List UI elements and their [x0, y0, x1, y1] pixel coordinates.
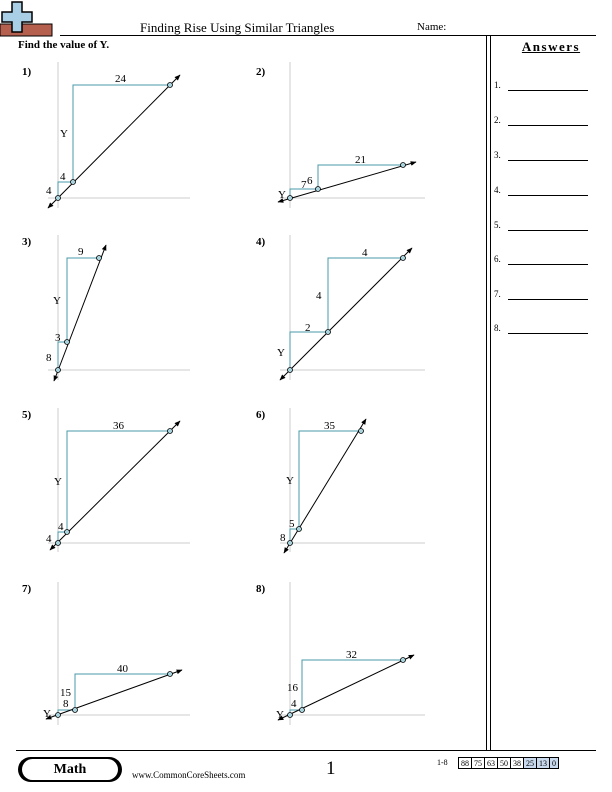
score-cell: 75	[472, 758, 485, 769]
answer-number: 8.	[494, 323, 501, 333]
problem-number: 3)	[22, 236, 32, 248]
problem-number: 5)	[22, 409, 32, 421]
small-rise-label: Y	[43, 708, 51, 720]
point	[288, 368, 293, 373]
point	[288, 196, 293, 201]
score-cell: 25	[524, 758, 537, 769]
problem-2	[256, 62, 425, 208]
point	[56, 196, 61, 201]
point	[288, 541, 293, 546]
small-rise-label: Y	[276, 709, 284, 721]
small-rise-label: 4	[46, 185, 52, 197]
line	[284, 419, 366, 553]
problem-number: 6)	[256, 409, 266, 421]
point	[168, 672, 173, 677]
score-cell: 0	[550, 758, 559, 769]
small-run-label: 4	[291, 698, 297, 710]
problem-5	[22, 408, 190, 552]
answers-heading: Answers	[521, 39, 581, 54]
big-run-label: 40	[117, 663, 128, 675]
point	[288, 713, 293, 718]
small-run-label: 3	[55, 332, 61, 344]
problem-number: 4)	[256, 236, 266, 248]
problem-3	[22, 235, 190, 381]
line	[278, 162, 416, 202]
point	[326, 330, 331, 335]
score-range-label: 1-8	[437, 758, 448, 767]
large-triangle	[299, 431, 361, 529]
footer-divider	[16, 750, 596, 751]
line	[48, 75, 180, 208]
problem-1	[22, 62, 190, 208]
small-rise-label: 6	[307, 175, 313, 187]
line	[280, 248, 412, 380]
score-table	[458, 757, 559, 769]
point	[300, 708, 305, 713]
answer-number: 4.	[494, 185, 501, 195]
big-run-label: 21	[355, 154, 366, 166]
score-cell: 88	[459, 758, 472, 769]
small-run-label: Y	[278, 189, 286, 201]
big-run-label: 9	[78, 246, 84, 258]
small-rise-label: Y	[277, 347, 285, 359]
name-label: Name:	[417, 21, 447, 33]
big-rise-label: Y	[60, 128, 68, 140]
problem-number: 1)	[22, 66, 32, 78]
small-run-label: 4	[60, 171, 66, 183]
big-run-label: 35	[324, 420, 335, 432]
point	[56, 368, 61, 373]
big-rise-label: 16	[287, 682, 298, 694]
problem-4	[256, 235, 425, 380]
answer-number: 3.	[494, 150, 501, 160]
score-cell: 38	[511, 758, 524, 769]
point	[97, 256, 102, 261]
problem-7	[22, 582, 190, 725]
point	[73, 708, 78, 713]
line	[278, 655, 414, 720]
big-rise-label: Y	[53, 295, 61, 307]
point	[401, 658, 406, 663]
point	[71, 180, 76, 185]
problem-6	[256, 408, 425, 553]
point	[65, 530, 70, 535]
small-run-label: 5	[289, 518, 295, 530]
small-rise-label: 8	[46, 352, 52, 364]
point	[168, 83, 173, 88]
point	[56, 541, 61, 546]
big-run-label: 24	[115, 73, 126, 85]
small-run-label: 2	[305, 322, 311, 334]
point	[56, 713, 61, 718]
instructions: Find the value of Y.	[18, 39, 110, 51]
point	[359, 429, 364, 434]
large-triangle	[67, 258, 99, 342]
point	[65, 340, 70, 345]
small-run-label: 8	[63, 698, 69, 710]
small-run-label: 4	[58, 521, 64, 533]
point	[401, 163, 406, 168]
problem-number: 7)	[22, 583, 32, 595]
problem-number: 2)	[256, 66, 266, 78]
page-number: 1	[326, 758, 336, 779]
answer-number: 5.	[494, 220, 501, 230]
problem-8	[256, 582, 425, 725]
small-rise-label: 8	[280, 532, 286, 544]
answer-number: 7.	[494, 289, 501, 299]
line	[54, 245, 106, 381]
big-run-label: 4	[362, 247, 368, 259]
point	[168, 429, 173, 434]
worksheet-title: Finding Rise Using Similar Triangles	[140, 20, 335, 35]
point	[316, 187, 321, 192]
answer-number: 1.	[494, 80, 501, 90]
big-run-label: 36	[113, 420, 124, 432]
big-rise-label: 15	[60, 687, 71, 699]
subject-label: Math	[22, 759, 118, 780]
big-rise-label: Y	[286, 475, 294, 487]
score-cell: 50	[498, 758, 511, 769]
big-rise-label: 7	[301, 179, 307, 191]
big-rise-label: 4	[316, 290, 322, 302]
score-cell: 13	[537, 758, 550, 769]
small-rise-label: 4	[46, 533, 52, 545]
website-link[interactable]: www.CommonCoreSheets.com	[132, 770, 246, 780]
large-triangle	[318, 165, 403, 189]
big-run-label: 32	[346, 649, 357, 661]
point	[297, 527, 302, 532]
answer-number: 6.	[494, 254, 501, 264]
big-rise-label: Y	[54, 476, 62, 488]
problem-number: 8)	[256, 583, 266, 595]
point	[401, 256, 406, 261]
subject-badge	[18, 757, 122, 782]
score-cell: 63	[485, 758, 498, 769]
answer-number: 2.	[494, 115, 501, 125]
